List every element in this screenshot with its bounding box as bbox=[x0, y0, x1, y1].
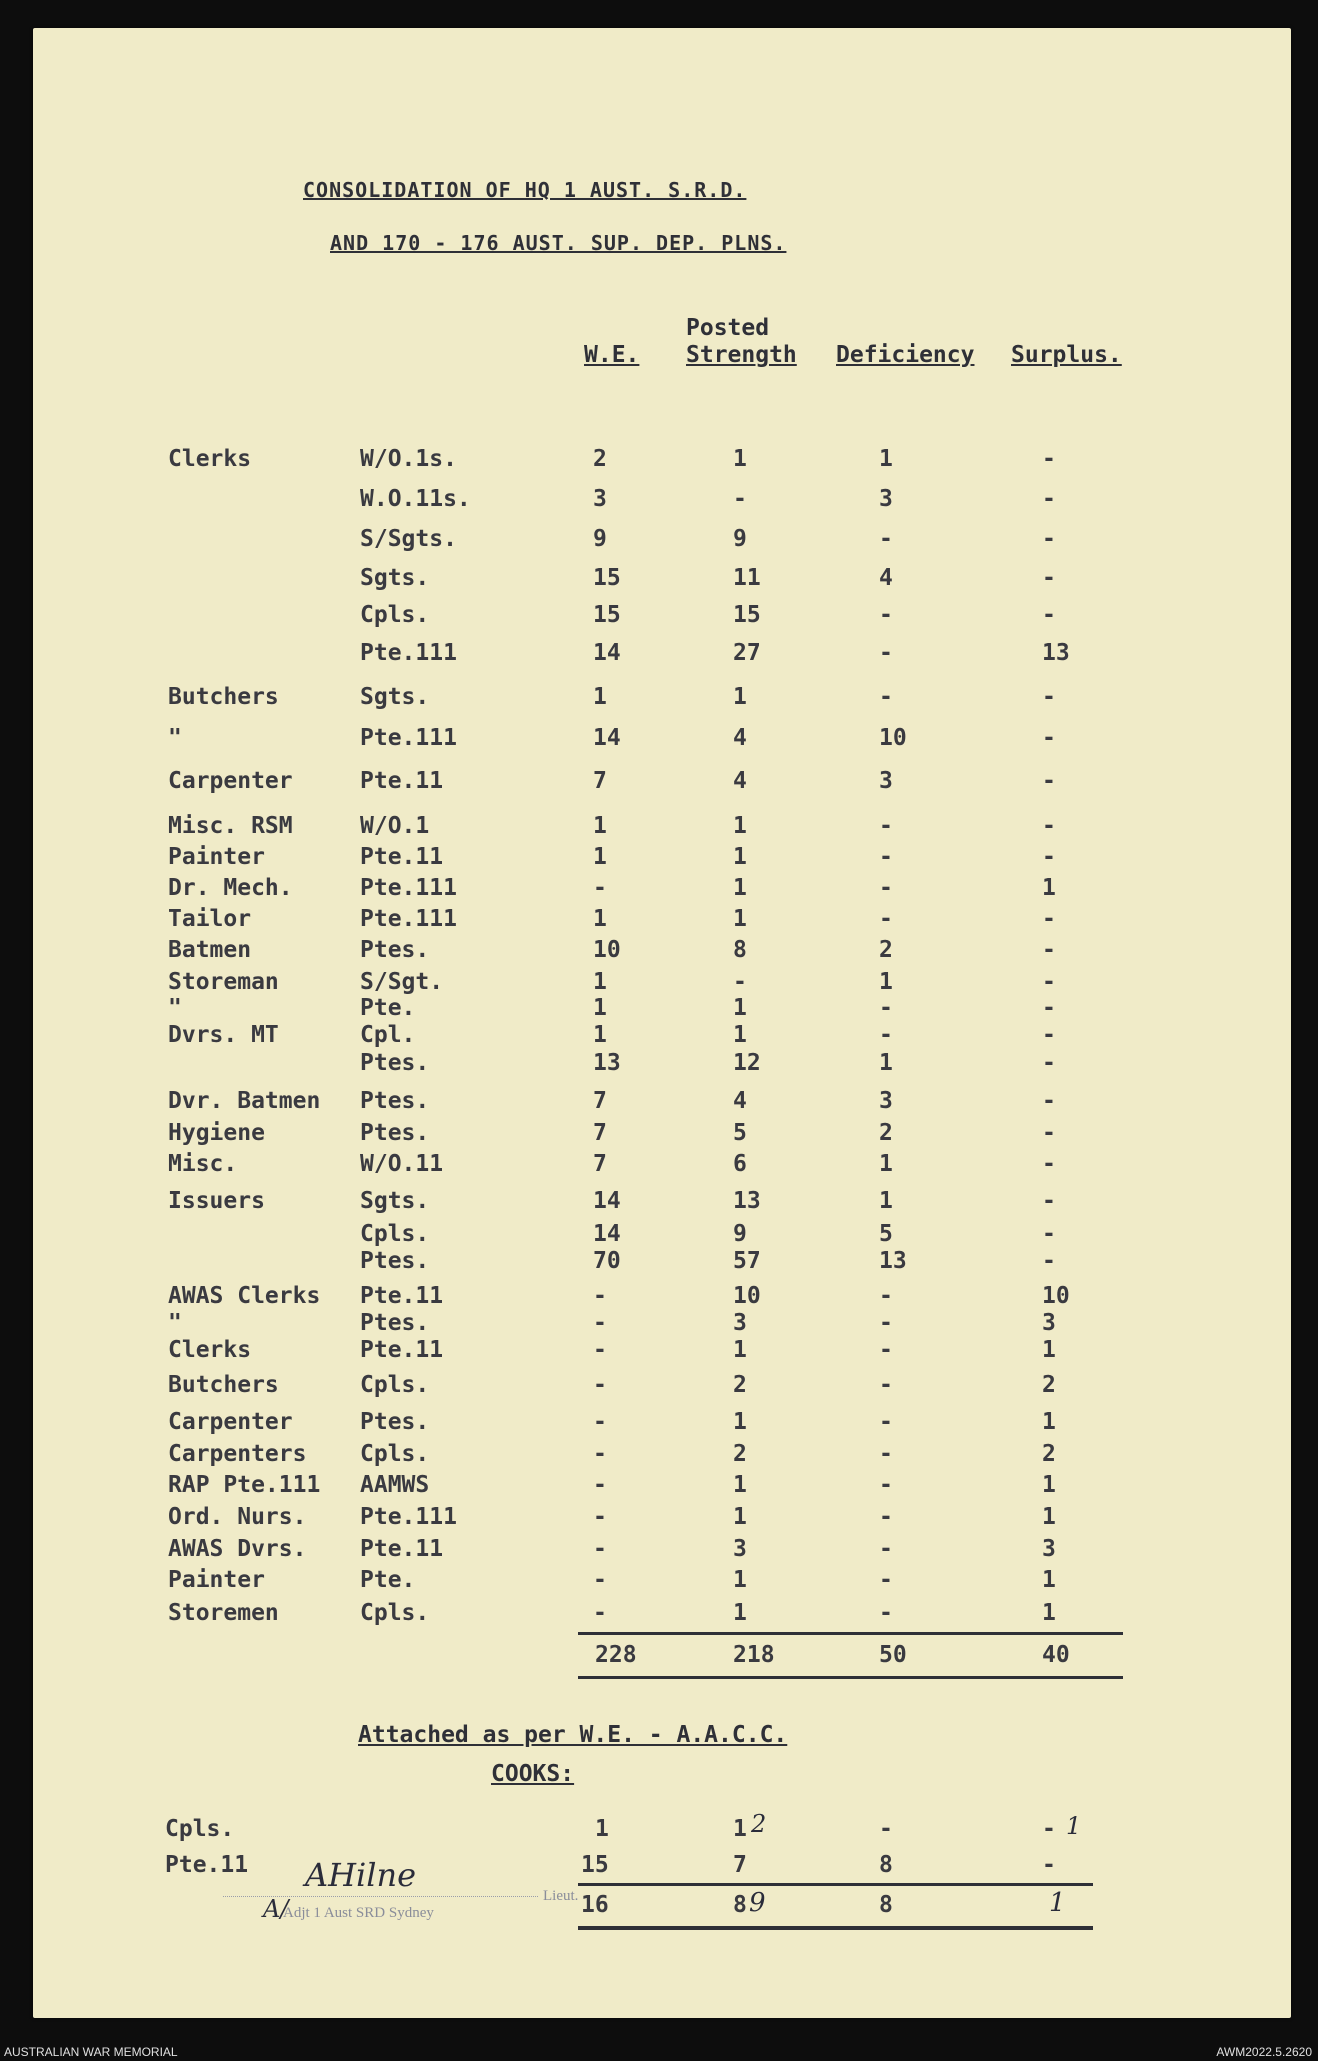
surplus-cell: - bbox=[1042, 1188, 1056, 1214]
surplus-cell: - bbox=[1042, 1221, 1056, 1247]
surplus-cell: - bbox=[1042, 565, 1056, 591]
posted-cell: 1 bbox=[733, 1504, 747, 1530]
we-cell: 1 bbox=[593, 969, 607, 995]
posted-cell: 4 bbox=[733, 1088, 747, 1114]
role-cell: Clerks bbox=[168, 446, 252, 472]
posted-cell: 3 bbox=[733, 1536, 747, 1562]
deficiency-cell: 13 bbox=[879, 1248, 907, 1274]
deficiency-cell: 1 bbox=[879, 1151, 893, 1177]
we-cell: 14 bbox=[593, 640, 621, 666]
attached-surplus-handwritten: 1 bbox=[1066, 1812, 1082, 1840]
deficiency-cell: 10 bbox=[879, 725, 907, 751]
we-cell: - bbox=[593, 1310, 607, 1336]
posted-cell: 10 bbox=[733, 1283, 761, 1309]
deficiency-cell: - bbox=[879, 526, 893, 552]
table-row bbox=[33, 813, 1291, 843]
deficiency-cell: - bbox=[879, 602, 893, 628]
rank-cell: Pte.111 bbox=[360, 640, 457, 666]
surplus-cell: - bbox=[1042, 602, 1056, 628]
we-cell: 9 bbox=[593, 526, 607, 552]
attached-surplus: - bbox=[1042, 1816, 1056, 1842]
role-cell: Ord. Nurs. bbox=[168, 1504, 307, 1530]
rank-cell: Cpls. bbox=[360, 1600, 430, 1626]
posted-cell: 12 bbox=[733, 1050, 761, 1076]
posted-cell: 3 bbox=[733, 1310, 747, 1336]
we-cell: - bbox=[593, 1283, 607, 1309]
table-row bbox=[33, 565, 1291, 595]
surplus-cell: 1 bbox=[1042, 1337, 1056, 1363]
deficiency-cell: 1 bbox=[879, 1188, 893, 1214]
surplus-cell: - bbox=[1042, 1151, 1056, 1177]
role-cell: Carpenter bbox=[168, 768, 293, 794]
deficiency-cell: - bbox=[879, 1409, 893, 1435]
deficiency-cell: 5 bbox=[879, 1221, 893, 1247]
we-cell: 14 bbox=[593, 1188, 621, 1214]
surplus-cell: - bbox=[1042, 1088, 1056, 1114]
table-row bbox=[33, 486, 1291, 516]
role-cell: Butchers bbox=[168, 684, 279, 710]
title-line-2: AND 170 - 176 AUST. SUP. DEP. PLNS. bbox=[330, 231, 787, 255]
rank-cell: Cpls. bbox=[360, 1441, 430, 1467]
deficiency-cell: 3 bbox=[879, 486, 893, 512]
surplus-cell: - bbox=[1042, 906, 1056, 932]
rank-cell: W/O.1s. bbox=[360, 446, 457, 472]
rank-cell: W/O.1 bbox=[360, 813, 430, 839]
header-surplus: Surplus. bbox=[1011, 342, 1122, 368]
role-cell: RAP Pte.111 bbox=[168, 1472, 321, 1498]
we-cell: - bbox=[593, 875, 607, 901]
we-cell: 1 bbox=[593, 684, 607, 710]
surplus-cell: 1 bbox=[1042, 1472, 1056, 1498]
surplus-cell: - bbox=[1042, 995, 1056, 1021]
role-cell: Tailor bbox=[168, 906, 252, 932]
posted-cell: 1 bbox=[733, 875, 747, 901]
attached-rank: Pte.11 bbox=[165, 1852, 249, 1878]
surplus-cell: 3 bbox=[1042, 1310, 1056, 1336]
deficiency-cell: 1 bbox=[879, 1050, 893, 1076]
posted-cell: 6 bbox=[733, 1151, 747, 1177]
signature-rank: Lieut. bbox=[543, 1888, 579, 1904]
role-cell: Dvr. Batmen bbox=[168, 1088, 321, 1114]
posted-cell: 1 bbox=[733, 844, 747, 870]
rank-cell: AAMWS bbox=[360, 1472, 430, 1498]
deficiency-cell: 1 bbox=[879, 446, 893, 472]
attached-total-posted: 8 bbox=[733, 1892, 747, 1918]
surplus-cell: - bbox=[1042, 725, 1056, 751]
surplus-cell: 1 bbox=[1042, 1567, 1056, 1593]
signature-prefix: A/ bbox=[263, 1895, 289, 1923]
attached-posted: 1 bbox=[733, 1816, 747, 1842]
role-cell: Misc. bbox=[168, 1151, 238, 1177]
posted-cell: 1 bbox=[733, 1409, 747, 1435]
role-cell: Misc. RSM bbox=[168, 813, 293, 839]
attached-deficiency: 8 bbox=[879, 1852, 893, 1878]
surplus-cell: 1 bbox=[1042, 1504, 1056, 1530]
rank-cell: Pte.111 bbox=[360, 875, 457, 901]
attached-row bbox=[33, 1852, 1291, 1882]
rank-cell: Ptes. bbox=[360, 1310, 430, 1336]
deficiency-cell: - bbox=[879, 1472, 893, 1498]
surplus-cell: 1 bbox=[1042, 1409, 1056, 1435]
we-cell: 2 bbox=[593, 446, 607, 472]
table-row bbox=[33, 875, 1291, 905]
posted-cell: 9 bbox=[733, 526, 747, 552]
we-cell: 70 bbox=[593, 1248, 621, 1274]
rank-cell: Cpls. bbox=[360, 1372, 430, 1398]
table-row bbox=[33, 1088, 1291, 1118]
totals-rule-top bbox=[578, 1632, 1123, 1635]
surplus-cell: - bbox=[1042, 526, 1056, 552]
total-deficiency: 50 bbox=[879, 1642, 907, 1668]
deficiency-cell: - bbox=[879, 1022, 893, 1048]
surplus-cell: 3 bbox=[1042, 1536, 1056, 1562]
surplus-cell: - bbox=[1042, 1120, 1056, 1146]
attached-row bbox=[33, 1810, 1291, 1846]
we-cell: 13 bbox=[593, 1050, 621, 1076]
deficiency-cell: - bbox=[879, 813, 893, 839]
surplus-cell: - bbox=[1042, 1022, 1056, 1048]
deficiency-cell: - bbox=[879, 1536, 893, 1562]
role-cell: Batmen bbox=[168, 937, 252, 963]
role-cell: Painter bbox=[168, 1567, 265, 1593]
we-cell: 15 bbox=[593, 565, 621, 591]
posted-cell: 1 bbox=[733, 1337, 747, 1363]
role-cell: Dr. Mech. bbox=[168, 875, 293, 901]
role-cell: Carpenters bbox=[168, 1441, 307, 1467]
we-cell: - bbox=[593, 1504, 607, 1530]
table-row bbox=[33, 1120, 1291, 1150]
deficiency-cell: - bbox=[879, 1504, 893, 1530]
deficiency-cell: - bbox=[879, 1337, 893, 1363]
surplus-cell: - bbox=[1042, 768, 1056, 794]
table-row bbox=[33, 640, 1291, 670]
surplus-cell: - bbox=[1042, 937, 1056, 963]
table-row bbox=[33, 937, 1291, 967]
we-cell: 14 bbox=[593, 725, 621, 751]
attached-posted-handwritten: 2 bbox=[751, 1810, 767, 1838]
we-cell: 7 bbox=[593, 1120, 607, 1146]
attached-totals-row bbox=[33, 1888, 1291, 1922]
we-cell: - bbox=[593, 1600, 607, 1626]
surplus-cell: 13 bbox=[1042, 640, 1070, 666]
posted-cell: 27 bbox=[733, 640, 761, 666]
table-row bbox=[33, 1567, 1291, 1597]
posted-cell: 8 bbox=[733, 937, 747, 963]
footer-institution: AUSTRALIAN WAR MEMORIAL bbox=[4, 2045, 178, 2059]
posted-cell: 1 bbox=[733, 684, 747, 710]
posted-cell: 1 bbox=[733, 995, 747, 1021]
posted-cell: 4 bbox=[733, 768, 747, 794]
rank-cell: Pte.11 bbox=[360, 844, 444, 870]
rank-cell: Pte.11 bbox=[360, 1283, 444, 1309]
we-cell: - bbox=[593, 1536, 607, 1562]
table-row bbox=[33, 1188, 1291, 1218]
role-cell: Painter bbox=[168, 844, 265, 870]
role-cell: Issuers bbox=[168, 1188, 265, 1214]
signature-unit: Adjt 1 Aust SRD Sydney bbox=[283, 1905, 434, 1921]
we-cell: 7 bbox=[593, 1088, 607, 1114]
we-cell: 1 bbox=[593, 813, 607, 839]
surplus-cell: 2 bbox=[1042, 1372, 1056, 1398]
table-row bbox=[33, 1248, 1291, 1278]
header-deficiency: Deficiency bbox=[836, 342, 975, 368]
role-cell: Dvrs. MT bbox=[168, 1022, 279, 1048]
table-row bbox=[33, 1151, 1291, 1181]
table-row bbox=[33, 1050, 1291, 1080]
surplus-cell: 1 bbox=[1042, 875, 1056, 901]
deficiency-cell: - bbox=[879, 1441, 893, 1467]
attached-we: 1 bbox=[595, 1816, 609, 1842]
we-cell: 10 bbox=[593, 937, 621, 963]
attached-deficiency: - bbox=[879, 1816, 893, 1842]
we-cell: - bbox=[593, 1567, 607, 1593]
role-cell: " bbox=[168, 725, 182, 751]
rank-cell: W.O.11s. bbox=[360, 486, 471, 512]
rank-cell: Pte.11 bbox=[360, 1536, 444, 1562]
posted-cell: 15 bbox=[733, 602, 761, 628]
deficiency-cell: 4 bbox=[879, 565, 893, 591]
table-row bbox=[33, 1283, 1291, 1313]
we-cell: 1 bbox=[593, 844, 607, 870]
posted-cell: - bbox=[733, 969, 747, 995]
posted-cell: 1 bbox=[733, 1600, 747, 1626]
rank-cell: Cpls. bbox=[360, 1221, 430, 1247]
table-row bbox=[33, 995, 1291, 1025]
surplus-cell: - bbox=[1042, 486, 1056, 512]
rank-cell: Ptes. bbox=[360, 1409, 430, 1435]
attached-heading: Attached as per W.E. - A.A.C.C. bbox=[358, 1722, 788, 1748]
posted-cell: 11 bbox=[733, 565, 761, 591]
table-row bbox=[33, 602, 1291, 632]
table-row bbox=[33, 768, 1291, 798]
rank-cell: Sgts. bbox=[360, 565, 430, 591]
rank-cell: Sgts. bbox=[360, 1188, 430, 1214]
rank-cell: Pte.111 bbox=[360, 1504, 457, 1530]
table-row bbox=[33, 1337, 1291, 1367]
rank-cell: Ptes. bbox=[360, 1050, 430, 1076]
table-row bbox=[33, 725, 1291, 755]
surplus-cell: - bbox=[1042, 1050, 1056, 1076]
surplus-cell: - bbox=[1042, 684, 1056, 710]
deficiency-cell: 2 bbox=[879, 1120, 893, 1146]
attached-rule-bottom bbox=[578, 1926, 1093, 1930]
attached-total-deficiency: 8 bbox=[879, 1892, 893, 1918]
table-row bbox=[33, 1536, 1291, 1566]
surplus-cell: - bbox=[1042, 844, 1056, 870]
we-cell: - bbox=[593, 1472, 607, 1498]
role-cell: " bbox=[168, 995, 182, 1021]
deficiency-cell: - bbox=[879, 1310, 893, 1336]
table-row bbox=[33, 906, 1291, 936]
rank-cell: W/O.11 bbox=[360, 1151, 444, 1177]
role-cell: Butchers bbox=[168, 1372, 279, 1398]
role-cell: Hygiene bbox=[168, 1120, 265, 1146]
posted-cell: 13 bbox=[733, 1188, 761, 1214]
attached-rank: Cpls. bbox=[165, 1816, 235, 1842]
we-cell: 3 bbox=[593, 486, 607, 512]
table-row bbox=[33, 526, 1291, 556]
deficiency-cell: - bbox=[879, 875, 893, 901]
rank-cell: Cpl. bbox=[360, 1022, 416, 1048]
deficiency-cell: 2 bbox=[879, 937, 893, 963]
deficiency-cell: - bbox=[879, 1283, 893, 1309]
we-cell: 1 bbox=[593, 995, 607, 1021]
rank-cell: Sgts. bbox=[360, 684, 430, 710]
surplus-cell: - bbox=[1042, 813, 1056, 839]
totals-row bbox=[33, 1642, 1291, 1672]
surplus-cell: - bbox=[1042, 1248, 1056, 1274]
posted-cell: 4 bbox=[733, 725, 747, 751]
rank-cell: Cpls. bbox=[360, 602, 430, 628]
table-row bbox=[33, 1441, 1291, 1471]
posted-cell: 2 bbox=[733, 1441, 747, 1467]
rank-cell: Pte. bbox=[360, 995, 416, 1021]
surplus-cell: 2 bbox=[1042, 1441, 1056, 1467]
table-row bbox=[33, 446, 1291, 476]
table-row bbox=[33, 1504, 1291, 1534]
title-line-1: CONSOLIDATION OF HQ 1 AUST. S.R.D. bbox=[303, 178, 747, 202]
rank-cell: Pte.11 bbox=[360, 768, 444, 794]
rank-cell: Pte. bbox=[360, 1567, 416, 1593]
role-cell: Carpenter bbox=[168, 1409, 293, 1435]
posted-cell: 57 bbox=[733, 1248, 761, 1274]
posted-cell: 5 bbox=[733, 1120, 747, 1146]
table-row bbox=[33, 684, 1291, 714]
table-row bbox=[33, 844, 1291, 874]
we-cell: 7 bbox=[593, 1151, 607, 1177]
attached-total-we: 16 bbox=[581, 1892, 609, 1918]
deficiency-cell: - bbox=[879, 1600, 893, 1626]
table-row bbox=[33, 1310, 1291, 1340]
rank-cell: S/Sgt. bbox=[360, 969, 444, 995]
total-we: 228 bbox=[595, 1642, 637, 1668]
attached-posted: 7 bbox=[733, 1852, 747, 1878]
role-cell: AWAS Dvrs. bbox=[168, 1536, 307, 1562]
table-row bbox=[33, 1372, 1291, 1402]
we-cell: - bbox=[593, 1409, 607, 1435]
footer-accession: AWM2022.5.2620 bbox=[1216, 2045, 1312, 2059]
we-cell: 15 bbox=[593, 602, 621, 628]
rank-cell: Pte.11 bbox=[360, 1337, 444, 1363]
deficiency-cell: 3 bbox=[879, 1088, 893, 1114]
attached-subheading: COOKS: bbox=[491, 1761, 575, 1787]
we-cell: 14 bbox=[593, 1221, 621, 1247]
deficiency-cell: - bbox=[879, 995, 893, 1021]
deficiency-cell: - bbox=[879, 684, 893, 710]
posted-cell: 1 bbox=[733, 813, 747, 839]
we-cell: 1 bbox=[593, 1022, 607, 1048]
table-row bbox=[33, 1472, 1291, 1502]
attached-surplus: - bbox=[1042, 1852, 1056, 1878]
rank-cell: Ptes. bbox=[360, 937, 430, 963]
deficiency-cell: - bbox=[879, 1567, 893, 1593]
header-posted-bottom: Strength bbox=[686, 342, 797, 368]
we-cell: - bbox=[593, 1372, 607, 1398]
role-cell: Storeman bbox=[168, 969, 279, 995]
role-cell: AWAS Clerks bbox=[168, 1283, 321, 1309]
attached-total-posted-handwritten: 9 bbox=[749, 1888, 766, 1918]
rank-cell: Ptes. bbox=[360, 1248, 430, 1274]
surplus-cell: 1 bbox=[1042, 1600, 1056, 1626]
totals-rule-bottom bbox=[578, 1676, 1123, 1679]
deficiency-cell: - bbox=[879, 640, 893, 666]
role-cell: " bbox=[168, 1310, 182, 1336]
posted-cell: 1 bbox=[733, 446, 747, 472]
rank-cell: S/Sgts. bbox=[360, 526, 457, 552]
attached-we: 15 bbox=[581, 1852, 609, 1878]
role-cell: Clerks bbox=[168, 1337, 252, 1363]
posted-cell: 1 bbox=[733, 1472, 747, 1498]
total-surplus: 40 bbox=[1042, 1642, 1070, 1668]
posted-cell: 1 bbox=[733, 1022, 747, 1048]
table-row bbox=[33, 1409, 1291, 1439]
rank-cell: Ptes. bbox=[360, 1120, 430, 1146]
deficiency-cell: - bbox=[879, 906, 893, 932]
header-posted-top: Posted bbox=[686, 315, 770, 341]
role-cell: Storemen bbox=[168, 1600, 279, 1626]
deficiency-cell: 3 bbox=[879, 768, 893, 794]
table-row bbox=[33, 1221, 1291, 1251]
posted-cell: 1 bbox=[733, 1567, 747, 1593]
we-cell: 1 bbox=[593, 906, 607, 932]
table-row bbox=[33, 1600, 1291, 1630]
posted-cell: 2 bbox=[733, 1372, 747, 1398]
rank-cell: Ptes. bbox=[360, 1088, 430, 1114]
surplus-cell: - bbox=[1042, 969, 1056, 995]
surplus-cell: 10 bbox=[1042, 1283, 1070, 1309]
document-page bbox=[33, 28, 1291, 2018]
deficiency-cell: - bbox=[879, 1372, 893, 1398]
we-cell: - bbox=[593, 1337, 607, 1363]
we-cell: 7 bbox=[593, 768, 607, 794]
attached-rule-top bbox=[578, 1883, 1093, 1886]
total-posted: 218 bbox=[733, 1642, 775, 1668]
deficiency-cell: - bbox=[879, 844, 893, 870]
header-we: W.E. bbox=[584, 342, 640, 368]
signature: AHilne bbox=[305, 1856, 417, 1894]
posted-cell: 1 bbox=[733, 906, 747, 932]
attached-total-surplus-handwritten: 1 bbox=[1049, 1888, 1066, 1918]
surplus-cell: - bbox=[1042, 446, 1056, 472]
posted-cell: 9 bbox=[733, 1221, 747, 1247]
we-cell: - bbox=[593, 1441, 607, 1467]
table-row bbox=[33, 1022, 1291, 1052]
deficiency-cell: 1 bbox=[879, 969, 893, 995]
rank-cell: Pte.111 bbox=[360, 725, 457, 751]
rank-cell: Pte.111 bbox=[360, 906, 457, 932]
posted-cell: - bbox=[733, 486, 747, 512]
